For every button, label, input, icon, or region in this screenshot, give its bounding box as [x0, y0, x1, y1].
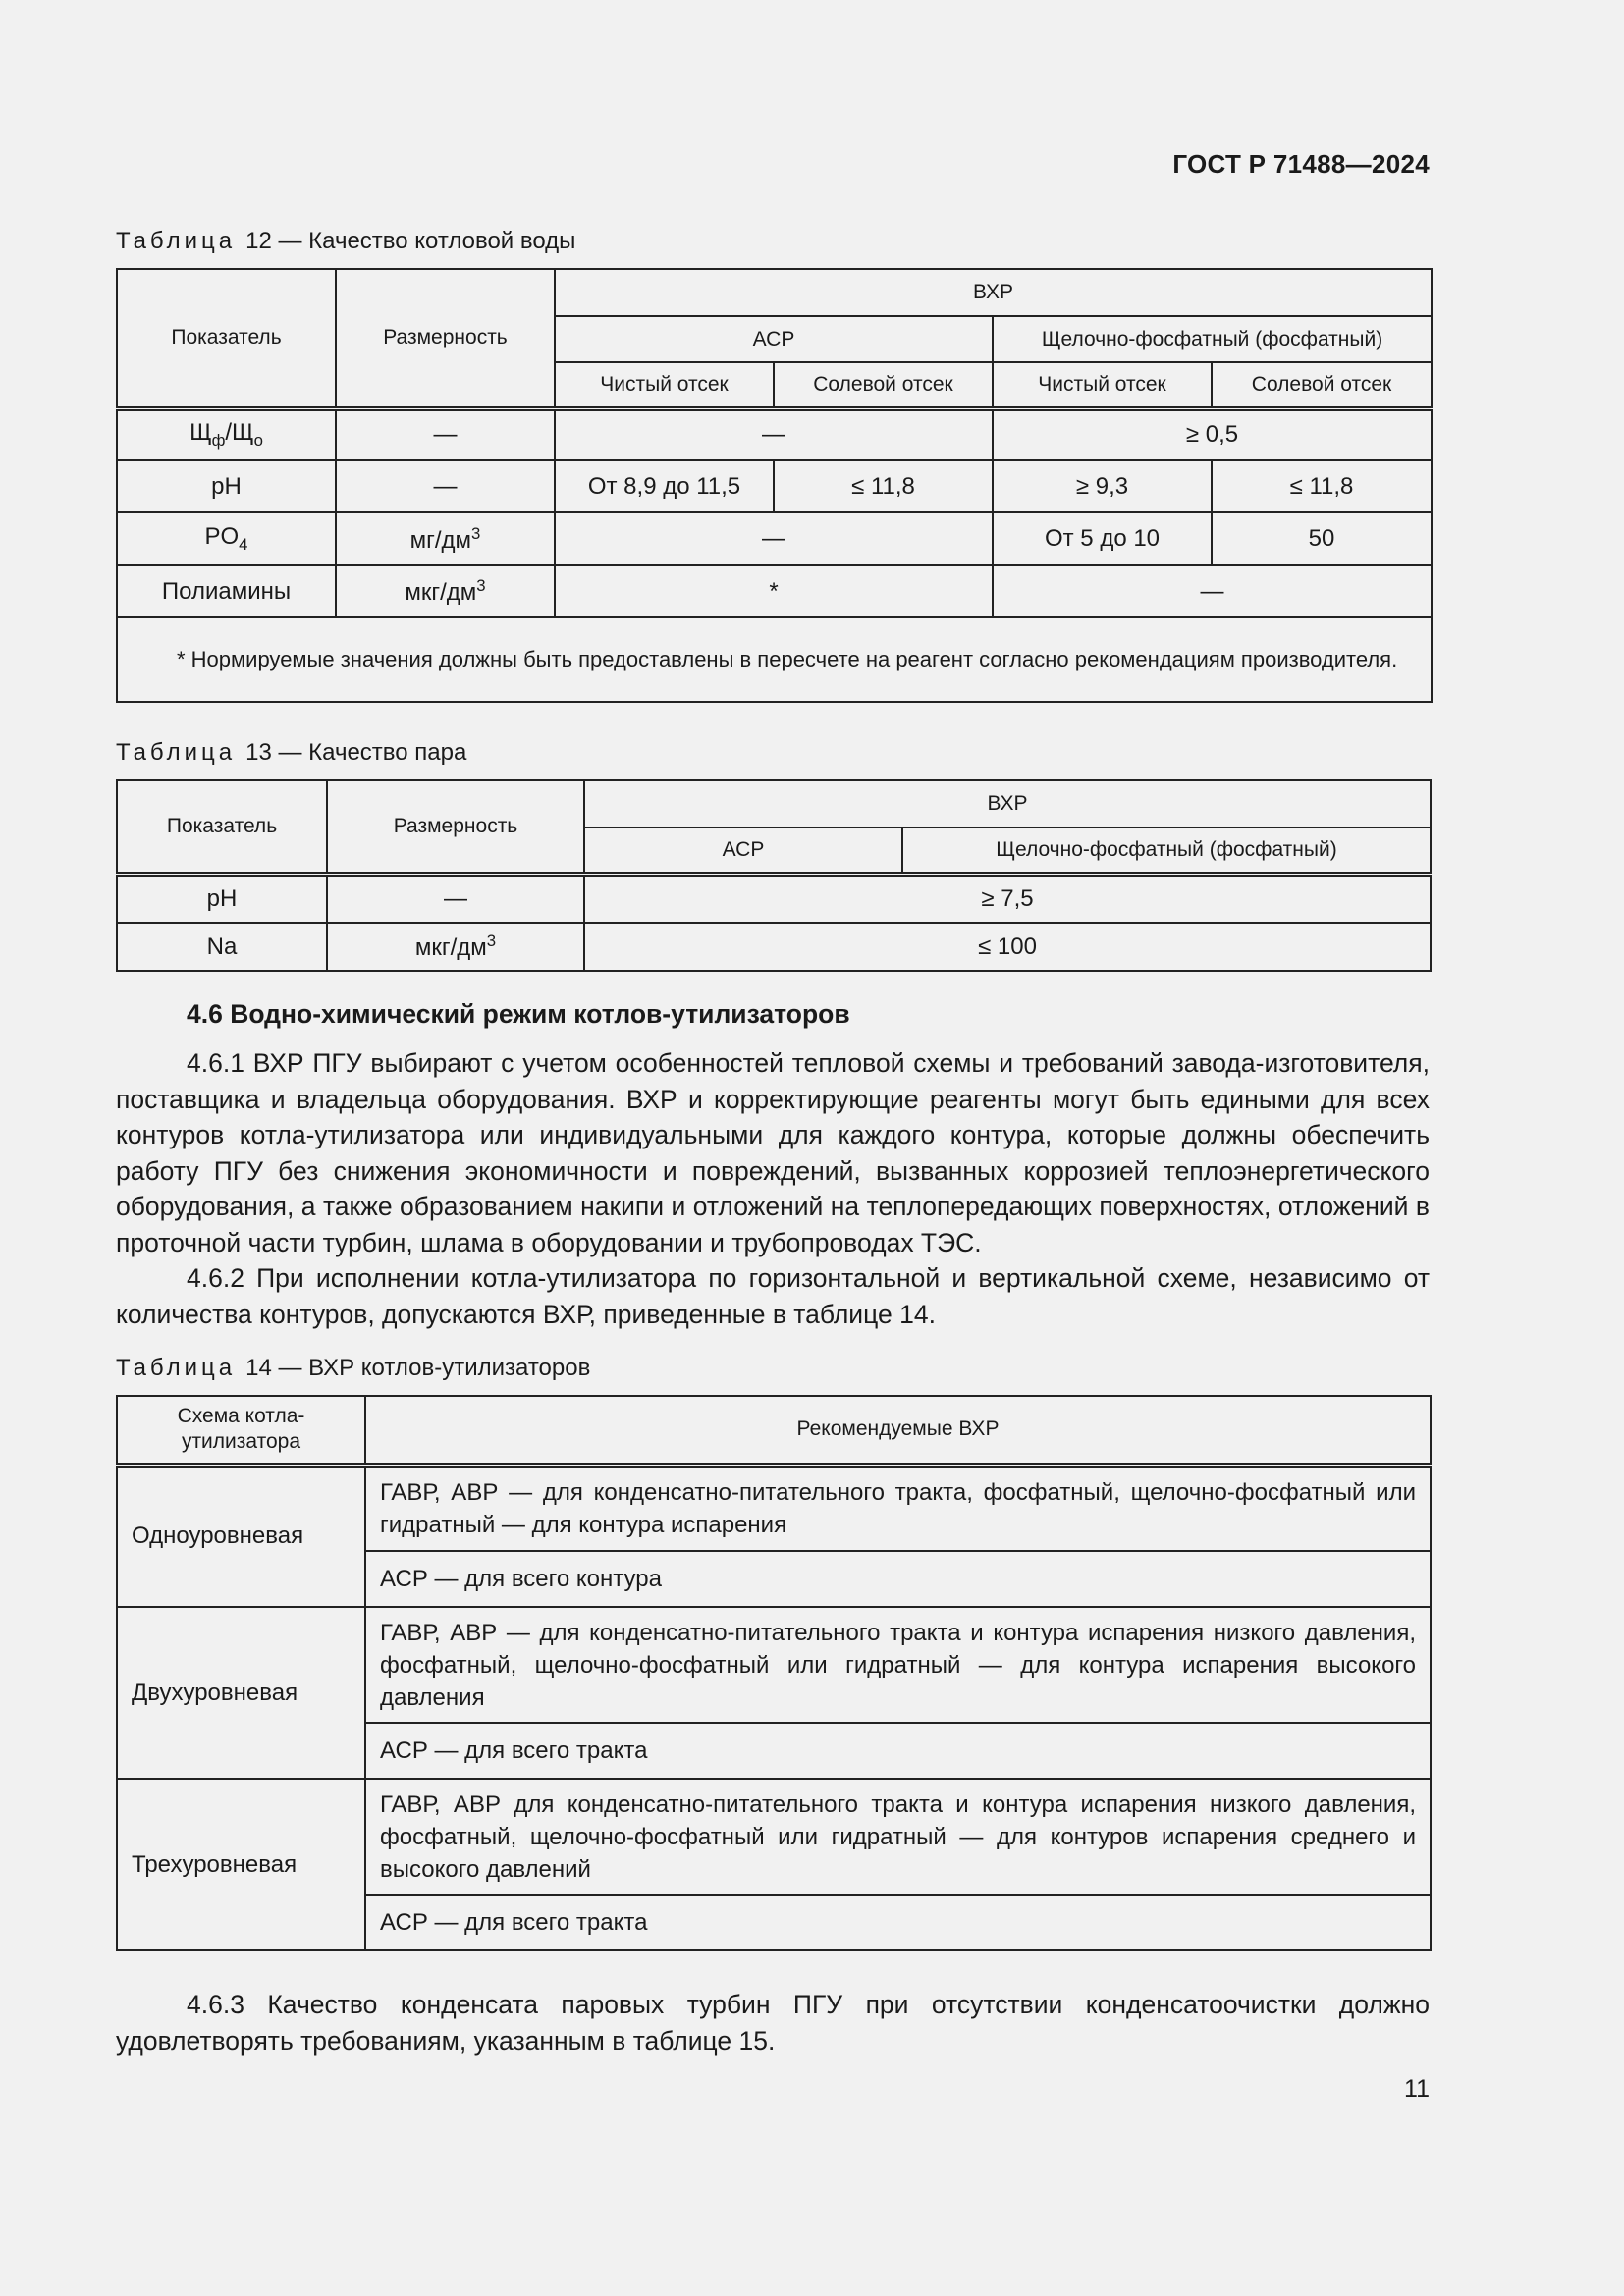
t12-header-clean-phos: Чистый отсек	[993, 362, 1212, 408]
t14-scheme-three-level: Трехуровневая	[117, 1779, 365, 1950]
t14-rec-two-level-1: ГАВР, АВР — для конденсатно-питательного тракта и контура испарения низкого давления, фосфатный, щелочно-фосфатный или гидратный — для контура испарения высокого давления	[365, 1607, 1431, 1723]
table12-caption-title: 12 — Качество котловой воды	[245, 228, 576, 254]
table-row	[117, 874, 1431, 923]
t12-header-alk-phos: Щелочно-фосфатный (фосфатный)	[993, 316, 1432, 362]
t12-row-alk-ratio-dim: —	[336, 408, 555, 460]
t12-header-salt-acr: Солевой отсек	[774, 362, 993, 408]
t12-footnote: * Нормируемые значения должны быть предоставлены в пересчете на реагент согласно рекомендациям производителя.	[117, 617, 1432, 702]
t12-row-polyamines-dim: мкг/$дм^3$	[336, 565, 555, 617]
t12-row-polyamines-phos: —	[993, 565, 1432, 617]
table13-caption	[116, 739, 466, 767]
t12-header-indicator: Показатель	[117, 269, 336, 408]
t12-header-vxr: ВХР	[555, 269, 1432, 316]
t12-header-dimension: Размерность	[336, 269, 555, 408]
table-row	[117, 512, 1432, 565]
table-row	[117, 923, 1431, 971]
t12-row-ph-acr-clean: От 8,9 до 11,5	[555, 460, 774, 512]
t14-rec-one-level-1: ГАВР, АВР — для конденсатно-питательного тракта, фосфатный, щелочно-фосфатный или гидратный — для контура испарения	[365, 1465, 1431, 1551]
paragraph-4-6-1: 4.6.1 ВХР ПГУ выбирают с учетом особенностей тепловой схемы и требований завода-изготовителя, поставщика и владельца оборудования. ВХР и корректирующие реагенты могут быть едиными для всех контуров котла-утилизатора или индивидуальными для каждого контура, которые должны обеспечить работу ПГУ без снижения экономичности и повреждений, вызванных коррозией теплоэнергетического оборудования, а также образованием накипи и отложений на теплопередающих поверхностях, отложений в проточной части турбин, шлама в оборудовании и трубопроводах ТЭС.	[116, 1048, 1430, 1257]
document-code: ГОСТ Р 71488—2024	[1172, 149, 1430, 179]
t12-row-ph-name: pH	[117, 460, 336, 512]
table12-caption-word: Таблица	[116, 228, 237, 254]
t14-rec-two-level-2: АСР — для всего тракта	[365, 1723, 1431, 1779]
t12-row-alk-ratio-name: $Щ_ф/Щ_о$	[117, 408, 336, 460]
t14-header-scheme: Схема котла-утилизатора	[117, 1396, 365, 1465]
t13-header-acr: АСР	[584, 828, 902, 874]
t12-row-po4-phos-clean: От 5 до 10	[993, 512, 1212, 565]
table12-caption	[116, 228, 575, 255]
t14-scheme-two-level: Двухуровневая	[117, 1607, 365, 1779]
table14-caption-title: 14 — ВХР котлов-утилизаторов	[245, 1355, 591, 1381]
table12	[116, 268, 1433, 703]
table-row	[117, 1465, 1431, 1551]
t13-header-alk-phos: Щелочно-фосфатный (фосфатный)	[902, 828, 1431, 874]
page-number: 11	[1404, 2075, 1430, 2103]
t12-row-ph-dim: —	[336, 460, 555, 512]
t12-header-acr: АСР	[555, 316, 993, 362]
t13-row-na-value: ≤ 100	[584, 923, 1431, 971]
t12-row-po4-phos-salt: 50	[1212, 512, 1432, 565]
t13-row-ph-name: pH	[117, 874, 327, 923]
t13-row-ph-dim: —	[327, 874, 584, 923]
t13-header-vxr: ВХР	[584, 780, 1431, 828]
t14-rec-three-level-2: АСР — для всего тракта	[365, 1895, 1431, 1950]
t12-header-clean-acr: Чистый отсек	[555, 362, 774, 408]
t12-header-salt-phos: Солевой отсек	[1212, 362, 1432, 408]
table-row	[117, 1607, 1431, 1723]
t12-row-ph-acr-salt: ≤ 11,8	[774, 460, 993, 512]
table-row	[117, 1779, 1431, 1895]
table14-caption-word: Таблица	[116, 1355, 237, 1381]
t12-row-ph-phos-salt: ≤ 11,8	[1212, 460, 1432, 512]
table-row	[117, 460, 1432, 512]
paragraph-4-6-2: 4.6.2 При исполнении котла-утилизатора по горизонтальной и вертикальной схеме, независимо от количества контуров, допускаются ВХР, приведенные в таблице 14.	[116, 1263, 1430, 1329]
table14-caption	[116, 1355, 590, 1382]
t13-row-na-dim: мкг/$дм^3$	[327, 923, 584, 971]
t13-row-ph-value: ≥ 7,5	[584, 874, 1431, 923]
t12-row-polyamines-name: Полиамины	[117, 565, 336, 617]
table14	[116, 1395, 1432, 1951]
t13-header-dimension: Размерность	[327, 780, 584, 874]
t12-row-po4-acr: —	[555, 512, 993, 565]
t14-header-recommended: Рекомендуемые ВХР	[365, 1396, 1431, 1465]
table13-caption-title: 13 — Качество пара	[245, 739, 467, 766]
t12-row-ph-phos-clean: ≥ 9,3	[993, 460, 1212, 512]
t13-header-indicator: Показатель	[117, 780, 327, 874]
t13-row-na-name: Na	[117, 923, 327, 971]
table-row	[117, 565, 1432, 617]
t12-row-polyamines-acr: *	[555, 565, 993, 617]
t12-row-po4-name: $PO_4$	[117, 512, 336, 565]
t14-rec-one-level-2: АСР — для всего контура	[365, 1551, 1431, 1607]
table-row	[117, 408, 1432, 460]
t12-row-alk-ratio-phos: ≥ 0,5	[993, 408, 1432, 460]
t12-row-alk-ratio-acr: —	[555, 408, 993, 460]
t14-scheme-one-level: Одноуровневая	[117, 1465, 365, 1607]
table13	[116, 779, 1432, 972]
section-heading: 4.6 Водно-химический режим котлов-утилизаторов	[187, 999, 850, 1029]
table13-caption-word: Таблица	[116, 739, 237, 766]
paragraph-4-6-3: 4.6.3 Качество конденсата паровых турбин ПГУ при отсутствии конденсатоочистки должно удовлетворять требованиям, указанным в таблице 15.	[116, 1990, 1430, 2056]
t14-rec-three-level-1: ГАВР, АВР для конденсатно-питательного тракта и контура испарения низкого давления, фосфатный, щелочно-фосфатный или гидратный — для контуров испарения среднего и высокого давлений	[365, 1779, 1431, 1895]
t12-row-po4-dim: $мг/дм^3$	[336, 512, 555, 565]
